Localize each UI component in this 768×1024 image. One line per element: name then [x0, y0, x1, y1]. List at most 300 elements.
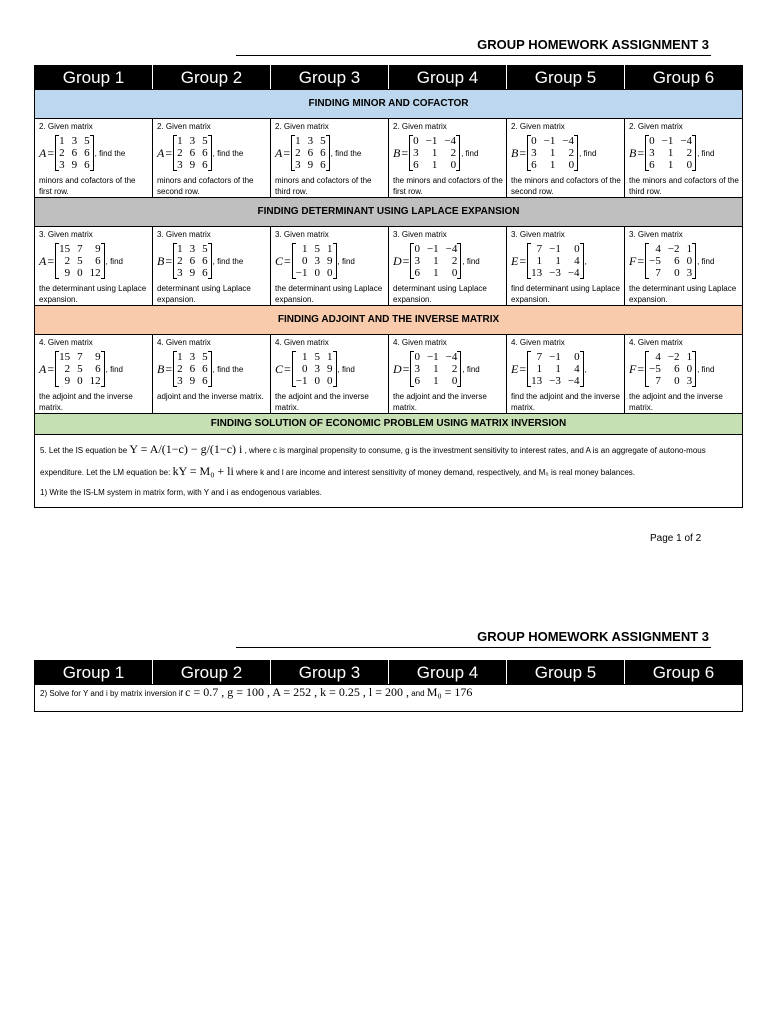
title-rule: [236, 647, 711, 648]
matrix-entry: 4: [655, 243, 661, 255]
matrix: [55, 135, 94, 171]
matrix-entry: 3: [177, 375, 183, 387]
matrix-entry: 15: [59, 351, 71, 363]
group-header: Group 1: [35, 66, 153, 90]
problem-cell: [625, 335, 743, 414]
matrix-entry: 6: [413, 159, 419, 171]
problem-cell: [35, 119, 153, 198]
matrix-entry: 2: [177, 363, 183, 375]
econ-problem: [35, 435, 743, 508]
matrix-entry: 0: [531, 135, 537, 147]
matrix-entry: −1: [425, 135, 438, 147]
problem-cell: [271, 119, 389, 198]
matrix-entry: −4: [445, 351, 458, 363]
matrix-entry: 6: [320, 159, 326, 171]
matrix-entry: 4: [574, 255, 580, 267]
problem-cell: [389, 119, 507, 198]
group-header: Group 3: [271, 661, 389, 685]
matrix: [292, 351, 337, 387]
matrix-entry: 6: [649, 159, 655, 171]
problem-instruction: adjoint and the inverse matrix.: [157, 392, 264, 401]
matrix-entry: 0: [302, 363, 308, 375]
matrix-entry: 3: [59, 159, 65, 171]
matrix-entry: 6: [189, 147, 196, 159]
problem-label: 3. Given matrix: [629, 230, 683, 239]
matrix-entry: 0: [686, 159, 693, 171]
matrix-entry: 9: [327, 363, 333, 375]
matrix-entry: 1: [686, 243, 693, 255]
matrix-entry: 7: [655, 375, 661, 387]
section-heading: FINDING MINOR AND COFACTOR: [35, 90, 743, 119]
econ-question-2-row: [35, 685, 743, 712]
matrix-entry: 13: [531, 375, 543, 387]
matrix-entry: 0: [414, 351, 420, 363]
matrix-entry: 6: [84, 147, 90, 159]
matrix-entry: −1: [426, 351, 439, 363]
matrix-entry: 5: [202, 243, 208, 255]
matrix-name: B: [393, 145, 401, 160]
equals-sign: =: [519, 253, 527, 268]
matrix-entry: 2: [59, 147, 65, 159]
problem-cell: [35, 335, 153, 414]
group-header: Group 2: [153, 661, 271, 685]
matrix-entry: 0: [413, 135, 419, 147]
matrix-entry: 2: [64, 363, 71, 375]
matrix-entry: −4: [680, 135, 693, 147]
matrix: [173, 243, 212, 279]
matrix-entry: 0: [674, 375, 680, 387]
matrix-entry: 3: [177, 159, 183, 171]
problem-instruction: the minors and cofactors of the first row.: [393, 176, 503, 196]
problem-cell: [271, 227, 389, 306]
problem-suffix: , find: [462, 256, 480, 266]
problem-cell: [153, 335, 271, 414]
matrix-entry: 6: [674, 255, 680, 267]
matrix-entry: 1: [433, 363, 439, 375]
matrix-entry: 6: [71, 147, 78, 159]
matrix-entry: 1: [302, 351, 308, 363]
matrix-row: [511, 131, 622, 175]
matrix-entry: 5: [314, 351, 321, 363]
problem-suffix: , find: [697, 148, 715, 158]
problem-cell: [35, 227, 153, 306]
matrix-entry: 6: [414, 375, 420, 387]
matrix-entry: 1: [667, 147, 674, 159]
matrix-entry: 2: [568, 147, 575, 159]
problem-instruction: the determinant using Laplace expansion.: [629, 284, 737, 304]
matrix-name: D: [393, 253, 402, 268]
problem-label: 4. Given matrix: [275, 338, 329, 347]
matrix-row: [275, 239, 386, 283]
problem-suffix: ,: [584, 256, 587, 266]
matrix-entry: 9: [189, 267, 196, 279]
matrix-entry: 9: [95, 243, 101, 255]
problem-label: 3. Given matrix: [157, 230, 211, 239]
matrix-entry: −3: [549, 267, 561, 279]
assignment-title: GROUP HOMEWORK ASSIGNMENT 3: [477, 629, 709, 644]
matrix-name: C: [275, 361, 284, 376]
matrix-row: [393, 239, 504, 283]
problem-suffix: , find: [462, 364, 480, 374]
matrix-row: [39, 239, 150, 283]
problem-label: 3. Given matrix: [39, 230, 93, 239]
section-heading-row: [35, 306, 743, 335]
equals-sign: =: [284, 253, 291, 268]
matrix-entry: 9: [189, 375, 196, 387]
page-number: Page 1 of 2: [650, 533, 702, 544]
equals-sign: =: [519, 361, 527, 376]
matrix-entry: −4: [567, 267, 580, 279]
matrix-entry: 2: [295, 147, 301, 159]
matrix: [55, 243, 105, 279]
problem-label: 4. Given matrix: [393, 338, 447, 347]
problem-cell: [389, 227, 507, 306]
equals-sign: =: [284, 361, 291, 376]
matrix-entry: −1: [549, 351, 561, 363]
matrix-entry: 1: [549, 147, 556, 159]
matrix-entry: 3: [531, 147, 537, 159]
matrix-entry: 2: [451, 255, 458, 267]
problem-instruction: minors and cofactors of the first row.: [39, 176, 136, 196]
matrix-entry: 6: [202, 255, 208, 267]
matrix-entry: 7: [536, 351, 543, 363]
group-header: Group 6: [625, 66, 743, 90]
matrix-row: [157, 347, 268, 391]
section-heading-row: [35, 414, 743, 435]
matrix-row: [393, 131, 504, 175]
matrix-entry: 9: [64, 267, 71, 279]
matrix-entry: 0: [314, 267, 321, 279]
equals-sign: =: [519, 145, 527, 160]
matrix: [527, 135, 578, 171]
matrix-entry: 0: [327, 267, 333, 279]
matrix-entry: 0: [327, 375, 333, 387]
matrix-name: D: [393, 361, 402, 376]
matrix: [645, 135, 696, 171]
matrix-row: [511, 239, 622, 283]
problem-label: 2. Given matrix: [393, 122, 447, 131]
econ-question-2: 2) Solve for Y and i by matrix inversion if c = 0.7 , g = 100 , A = 252 , k = 0.25 , l = 200 , and M₀ = 176: [35, 685, 743, 712]
matrix-entry: −1: [295, 375, 308, 387]
problem-cell: [153, 119, 271, 198]
matrix-entry: 6: [320, 147, 326, 159]
problem-suffix: , find: [105, 256, 123, 266]
matrix-entry: 3: [686, 267, 693, 279]
econ-line-2: expenditure. Let the LM equation be: kY = M₀ + li where k and l are income and interest sensitivity of money demand, respectively, and M₀ is real money balances.: [40, 464, 635, 478]
problem-label: 2. Given matrix: [629, 122, 683, 131]
group-header: Group 5: [507, 66, 625, 90]
matrix-entry: 0: [77, 267, 83, 279]
matrix-entry: 3: [177, 267, 183, 279]
equals-sign: =: [402, 253, 410, 268]
matrix-entry: 2: [177, 147, 183, 159]
matrix-entry: 3: [413, 147, 419, 159]
matrix-entry: 0: [414, 243, 420, 255]
matrix-entry: −1: [661, 135, 674, 147]
group-header: Group 5: [507, 661, 625, 685]
matrix-name: B: [157, 361, 165, 376]
matrix: [410, 243, 461, 279]
matrix-entry: 15: [59, 243, 71, 255]
matrix-entry: 6: [95, 363, 101, 375]
matrix-entry: −4: [562, 135, 575, 147]
matrix-entry: 4: [574, 363, 580, 375]
matrix-row: [629, 131, 740, 175]
problem-label: 3. Given matrix: [511, 230, 565, 239]
equals-sign: =: [637, 145, 645, 160]
matrix-entry: 3: [649, 147, 655, 159]
matrix-name: E: [511, 253, 519, 268]
matrix: [645, 243, 696, 279]
matrix: [409, 135, 460, 171]
problem-suffix: , find the: [94, 148, 126, 158]
given-values: c = 0.7 , g = 100 , A = 252 , k = 0.25 , l = 200 ,: [185, 685, 409, 699]
matrix-name: E: [511, 361, 519, 376]
matrix-row: [157, 239, 268, 283]
matrix-name: A: [39, 253, 47, 268]
matrix-entry: 6: [84, 159, 90, 171]
equals-sign: =: [401, 145, 409, 160]
is-equation: Y = A/(1−c) − g/(1−c) i: [129, 442, 243, 456]
matrix-entry: 0: [314, 375, 321, 387]
matrix-entry: 5: [202, 351, 208, 363]
matrix-entry: 2: [451, 363, 458, 375]
matrix-entry: 4: [655, 351, 661, 363]
matrix-entry: 7: [536, 243, 543, 255]
matrix-entry: 2: [450, 147, 457, 159]
problem-cell: [507, 227, 625, 306]
matrix-entry: 3: [686, 375, 693, 387]
matrix-row: [275, 347, 386, 391]
equals-sign: =: [165, 253, 173, 268]
title-rule: [236, 55, 711, 56]
matrix-entry: −2: [667, 351, 680, 363]
matrix-entry: 0: [686, 363, 693, 375]
matrix-entry: 1: [177, 351, 183, 363]
matrix-entry: 6: [531, 159, 537, 171]
matrix-entry: −1: [543, 135, 556, 147]
group-header: Group 3: [271, 66, 389, 90]
matrix: [173, 351, 212, 387]
matrix-entry: 9: [327, 255, 333, 267]
equals-sign: =: [165, 145, 173, 160]
matrix-entry: 9: [95, 351, 101, 363]
matrix-entry: 1: [555, 255, 561, 267]
group-header-row: [35, 661, 743, 685]
matrix-entry: 2: [177, 255, 183, 267]
matrix-entry: 1: [536, 255, 543, 267]
section-heading-row: [35, 90, 743, 119]
problem-label: 2. Given matrix: [157, 122, 211, 131]
matrix-entry: 12: [89, 375, 101, 387]
matrix-entry: 3: [189, 351, 196, 363]
matrix-entry: 1: [431, 147, 438, 159]
assignment-table: [34, 65, 743, 508]
matrix-entry: 6: [202, 159, 208, 171]
matrix-entry: 1: [327, 243, 333, 255]
matrix-name: A: [157, 145, 165, 160]
problem-instruction: the minors and cofactors of the second row.: [511, 176, 621, 196]
equals-sign: =: [47, 145, 55, 160]
problem-instruction: find determinant using Laplace expansion.: [511, 284, 620, 304]
problem-cell: [389, 335, 507, 414]
matrix-entry: 5: [202, 135, 208, 147]
matrix-entry: 9: [189, 159, 196, 171]
matrix-row: [629, 239, 740, 283]
matrix-name: A: [39, 145, 47, 160]
problem-suffix: , find: [579, 148, 597, 158]
matrix-row: [275, 131, 386, 175]
money-balance-value: M₀ = 176: [426, 685, 473, 699]
matrix-entry: 1: [667, 159, 674, 171]
assignment-title: GROUP HOMEWORK ASSIGNMENT 3: [477, 37, 709, 52]
matrix-name: B: [511, 145, 519, 160]
problem-instruction: the adjoint and the inverse matrix.: [393, 392, 487, 412]
matrix-entry: 1: [555, 363, 561, 375]
matrix-entry: 7: [77, 351, 83, 363]
problem-cell: [507, 335, 625, 414]
lm-equation: kY = M₀ + li: [172, 464, 234, 478]
page-1: [34, 36, 743, 508]
matrix-entry: 0: [451, 375, 458, 387]
matrix-entry: 2: [686, 147, 693, 159]
matrix-entry: 13: [531, 267, 543, 279]
matrix-entry: −1: [426, 243, 439, 255]
problem-instruction: find the adjoint and the inverse matrix.: [511, 392, 620, 412]
matrix-entry: 6: [202, 363, 208, 375]
econ-problem-row: [35, 435, 743, 508]
problem-label: 3. Given matrix: [393, 230, 447, 239]
matrix-entry: 6: [189, 363, 196, 375]
section-heading-row: [35, 198, 743, 227]
problem-instruction: the adjoint and the inverse matrix.: [275, 392, 369, 412]
problem-label: 2. Given matrix: [275, 122, 329, 131]
problem-suffix: , find: [337, 364, 355, 374]
matrix-entry: 2: [64, 255, 71, 267]
matrix-entry: 1: [295, 135, 301, 147]
matrix-entry: 0: [674, 267, 680, 279]
section-heading: FINDING DETERMINANT USING LAPLACE EXPANSION: [35, 198, 743, 227]
matrix-name: A: [275, 145, 283, 160]
matrix-entry: 7: [77, 243, 83, 255]
problem-suffix: , find: [697, 364, 715, 374]
problem-suffix: , find: [105, 364, 123, 374]
matrix-entry: 1: [549, 159, 556, 171]
matrix-name: A: [39, 361, 47, 376]
matrix: [410, 351, 461, 387]
matrix-entry: 0: [451, 267, 458, 279]
page-2: [34, 628, 743, 712]
econ-question-1: 1) Write the IS-LM system in matrix form, with Y and i as endogenous variables.: [40, 488, 322, 497]
matrix-name: F: [629, 253, 637, 268]
matrix-entry: 5: [77, 255, 83, 267]
matrix-entry: 5: [314, 243, 321, 255]
group-header: Group 2: [153, 66, 271, 90]
matrix-row: [393, 347, 504, 391]
matrix-entry: 3: [295, 159, 301, 171]
group-header: Group 4: [389, 661, 507, 685]
equals-sign: =: [637, 361, 645, 376]
matrix-row: [157, 131, 268, 175]
problem-label: 4. Given matrix: [157, 338, 211, 347]
matrix-entry: 1: [686, 351, 693, 363]
problem-instruction: the adjoint and the inverse matrix.: [39, 392, 133, 412]
problem-instruction: minors and cofactors of the second row.: [157, 176, 254, 196]
matrix-entry: −4: [567, 375, 580, 387]
matrix-entry: 0: [649, 135, 655, 147]
matrix-entry: 3: [189, 135, 196, 147]
matrix-entry: −5: [649, 363, 661, 375]
matrix-entry: 3: [71, 135, 78, 147]
problem-instruction: the determinant using Laplace expansion.: [275, 284, 383, 304]
problem-cell: [153, 227, 271, 306]
matrix: [55, 351, 105, 387]
econ-line-1: 5. Let the IS equation be Y = A/(1−c) − g/(1−c) i , where c is marginal propensity to consume, g is the investment sensitivity to interest rates, and A is an aggregate of autono-mous: [40, 442, 706, 456]
problem-label: 4. Given matrix: [39, 338, 93, 347]
matrix-entry: −5: [649, 255, 661, 267]
matrix-name: B: [629, 145, 637, 160]
problem-label: 2. Given matrix: [39, 122, 93, 131]
problem-suffix: , find the: [212, 148, 244, 158]
matrix-entry: 5: [77, 363, 83, 375]
matrix-entry: 6: [202, 267, 208, 279]
group-header: Group 6: [625, 661, 743, 685]
assignment-table: [34, 660, 743, 712]
section-heading: FINDING ADJOINT AND THE INVERSE MATRIX: [35, 306, 743, 335]
group-header: Group 1: [35, 661, 153, 685]
matrix-entry: 0: [302, 255, 308, 267]
problem-cell: [507, 119, 625, 198]
matrix-row: [39, 347, 150, 391]
matrix-entry: 0: [568, 159, 575, 171]
equals-sign: =: [402, 361, 410, 376]
matrix-entry: 9: [307, 159, 314, 171]
matrix-entry: 9: [64, 375, 71, 387]
equals-sign: =: [47, 253, 55, 268]
problem-instruction: determinant using Laplace expansion.: [157, 284, 251, 304]
problem-suffix: , find: [697, 256, 715, 266]
equals-sign: =: [47, 361, 55, 376]
matrix-entry: 5: [320, 135, 326, 147]
problem-suffix: ,: [584, 364, 587, 374]
problem-instruction: the minors and cofactors of the third row.: [629, 176, 739, 196]
problem-row: [35, 119, 743, 198]
matrix-entry: 9: [71, 159, 78, 171]
matrix-entry: −4: [445, 243, 458, 255]
problem-label: 3. Given matrix: [275, 230, 329, 239]
problem-suffix: , find: [337, 256, 355, 266]
matrix-entry: 7: [655, 267, 661, 279]
matrix-entry: 1: [327, 351, 333, 363]
matrix-row: [511, 347, 622, 391]
problem-instruction: minors and cofactors of the third row.: [275, 176, 372, 196]
matrix-entry: 0: [574, 243, 580, 255]
matrix-entry: 6: [202, 147, 208, 159]
matrix-entry: 0: [574, 351, 580, 363]
matrix-entry: 1: [177, 243, 183, 255]
problem-instruction: the adjoint and the inverse matrix.: [629, 392, 723, 412]
matrix-entry: 0: [77, 375, 83, 387]
matrix-entry: 6: [307, 147, 314, 159]
problem-label: 4. Given matrix: [511, 338, 565, 347]
matrix-entry: 0: [686, 255, 693, 267]
group-header-row: [35, 66, 743, 90]
problem-label: 2. Given matrix: [511, 122, 565, 131]
matrix: [173, 135, 212, 171]
problem-cell: [625, 119, 743, 198]
matrix-entry: 5: [84, 135, 90, 147]
matrix-name: C: [275, 253, 284, 268]
